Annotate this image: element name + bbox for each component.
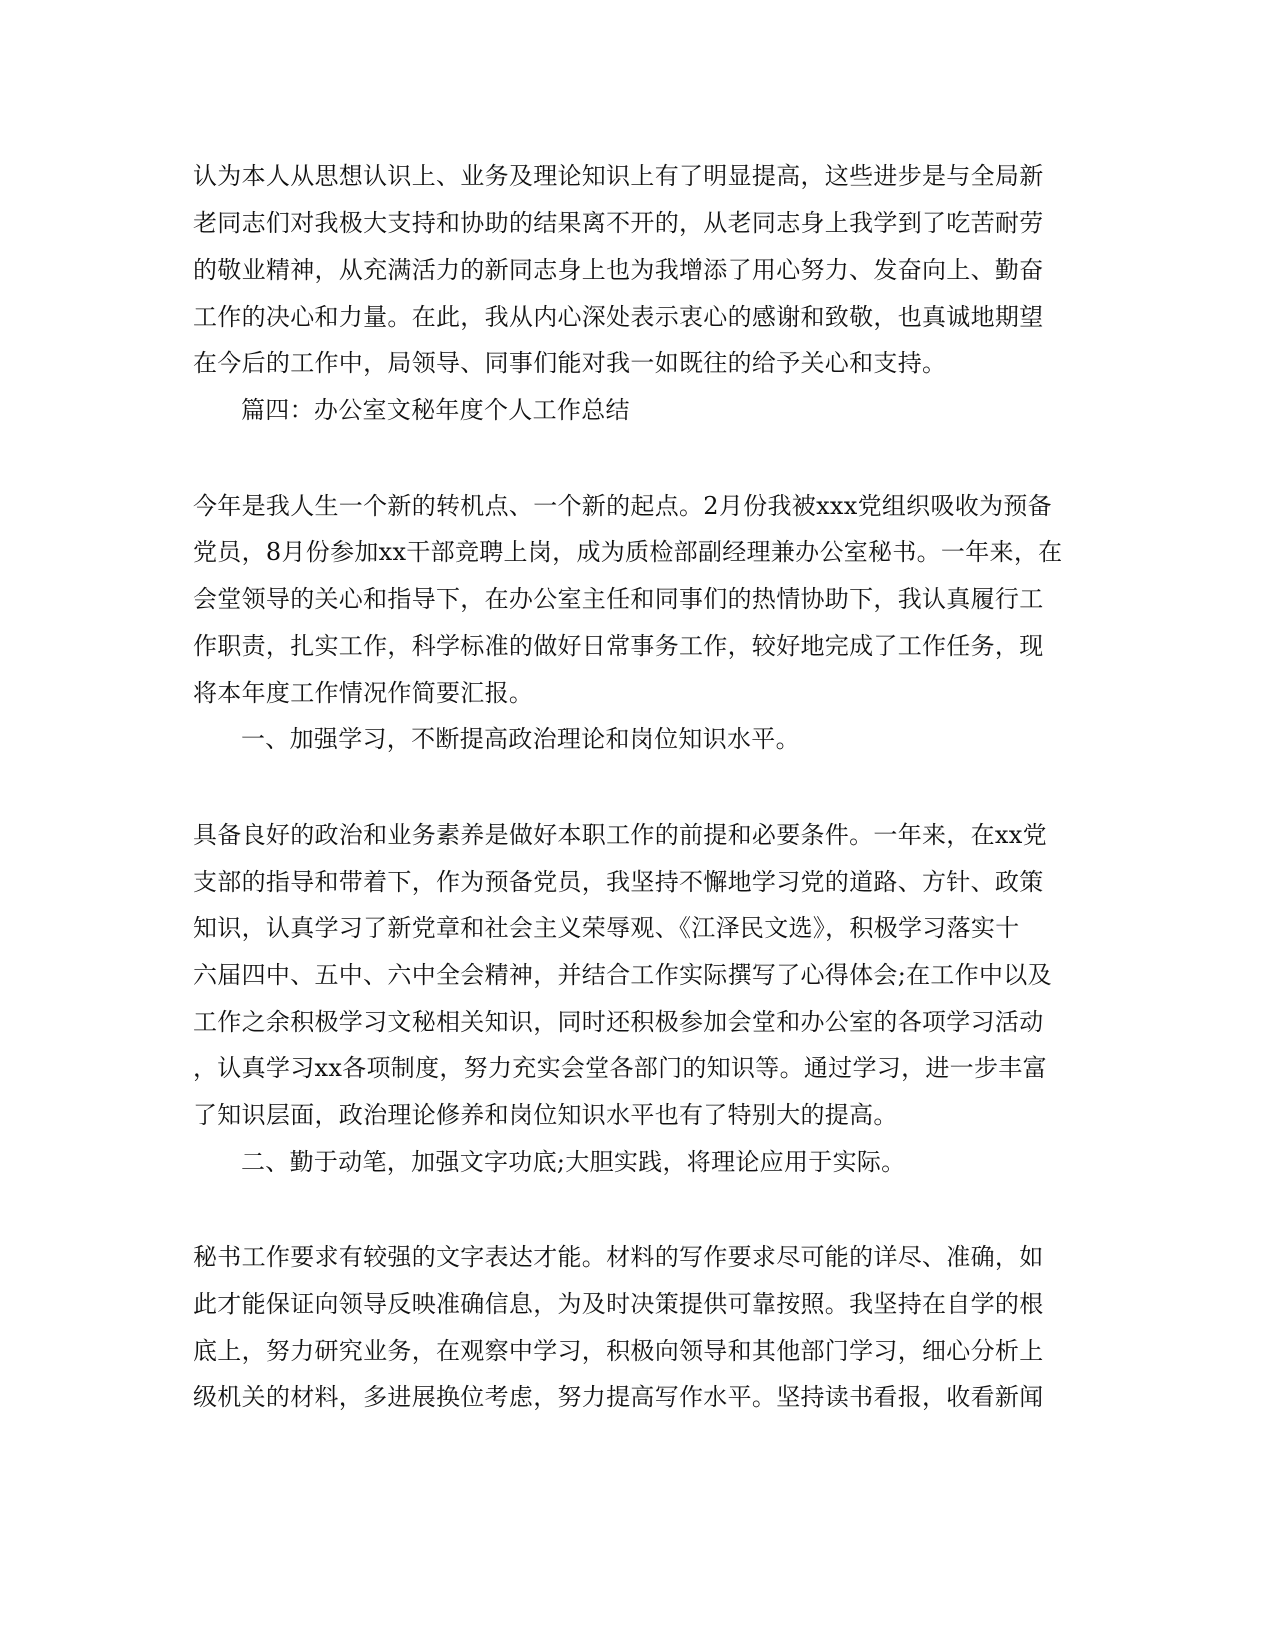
paragraph-line: 在今后的工作中，局领导、同事们能对我一如既往的给予关心和支持。 [193,349,947,377]
paragraph-line: 认为本人从思想认识上、业务及理论知识上有了明显提高，这些进步是与全局新 [193,162,1044,190]
paragraph-line: 工作之余积极学习文秘相关知识，同时还积极参加会堂和办公室的各项学习活动 [193,1008,1044,1036]
paragraph-line: 老同志们对我极大支持和协助的结果离不开的，从老同志身上我学到了吃苦耐劳 [193,209,1044,237]
paragraph-line: 秘书工作要求有较强的文字表达才能。材料的写作要求尽可能的详尽、准确，如 [193,1243,1044,1271]
subsection-heading: 二、勤于动笔，加强文字功底;大胆实践，将理论应用于实际。 [241,1148,906,1176]
paragraph-line: 工作的决心和力量。在此，我从内心深处表示衷心的感谢和致敬，也真诚地期望 [193,303,1044,331]
paragraph-line: 六届四中、五中、六中全会精神，并结合工作实际撰写了心得体会;在工作中以及 [193,961,1052,989]
paragraph-line: 党员，8月份参加xx干部竞聘上岗，成为质检部副经理兼办公室秘书。一年来，在 [193,538,1063,566]
paragraph-line: 作职责，扎实工作，科学标准的做好日常事务工作，较好地完成了工作任务，现 [193,632,1044,660]
paragraph-line: 会堂领导的关心和指导下，在办公室主任和同事们的热情协助下，我认真履行工 [193,585,1044,613]
paragraph-line: 级机关的材料，多进展换位考虑，努力提高写作水平。坚持读书看报，收看新闻 [193,1383,1044,1411]
paragraph-line: 的敬业精神，从充满活力的新同志身上也为我增添了用心努力、发奋向上、勤奋 [193,256,1044,284]
paragraph-line: 具备良好的政治和业务素养是做好本职工作的前提和必要条件。一年来，在xx党 [193,821,1047,849]
paragraph-line: 了知识层面，政治理论修养和岗位知识水平也有了特别大的提高。 [193,1101,898,1129]
subsection-heading: 一、加强学习，不断提高政治理论和岗位知识水平。 [241,725,800,753]
section-heading: 篇四：办公室文秘年度个人工作总结 [241,396,630,424]
paragraph-line: 知识，认真学习了新党章和社会主义荣辱观、《江泽民文选》，积极学习落实十 [193,914,1020,942]
paragraph-line: 底上，努力研究业务，在观察中学习，积极向领导和其他部门学习，细心分析上 [193,1337,1044,1365]
paragraph-line: ，认真学习xx各项制度，努力充实会堂各部门的知识等。通过学习，进一步丰富 [193,1054,1047,1082]
paragraph-line: 此才能保证向领导反映准确信息，为及时决策提供可靠按照。我坚持在自学的根 [193,1290,1044,1318]
paragraph-line: 今年是我人生一个新的转机点、一个新的起点。2月份我被xxx党组织吸收为预备 [193,492,1052,520]
paragraph-line: 支部的指导和带着下，作为预备党员，我坚持不懈地学习党的道路、方针、政策 [193,868,1044,896]
paragraph-line: 将本年度工作情况作简要汇报。 [193,679,534,707]
